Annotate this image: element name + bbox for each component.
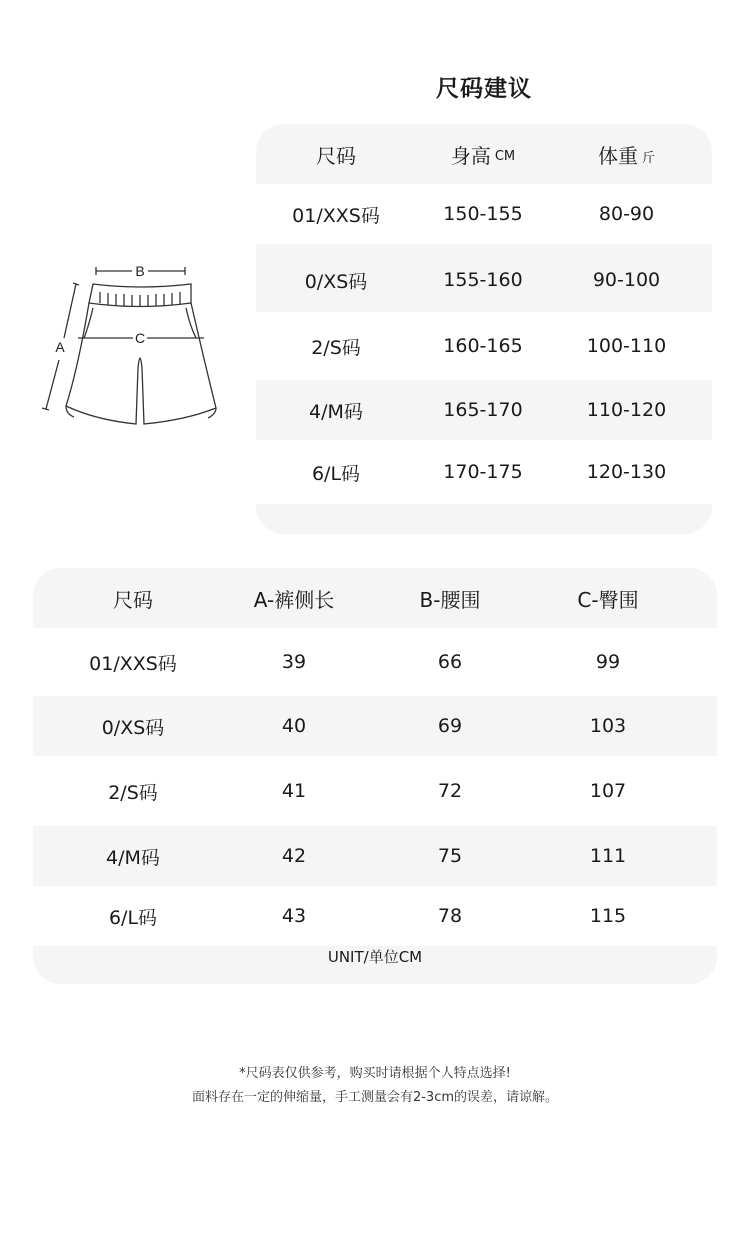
row-size: 0/XS码	[101, 716, 165, 739]
header-size: 尺码	[113, 587, 153, 612]
note-line-1: *尺码表仅供参考，购买时请根据个人特点选择!	[239, 1066, 511, 1081]
row-height: 165-170	[443, 399, 523, 421]
table-row	[256, 184, 712, 244]
row-weight: 120-130	[586, 461, 667, 483]
row-a: 40	[281, 715, 307, 737]
header-size: 尺码	[316, 143, 356, 168]
row-weight: 100-110	[586, 335, 667, 357]
row-height: 170-175	[443, 461, 523, 483]
size-suggestion-table	[256, 124, 712, 534]
table-row	[33, 886, 717, 946]
row-a: 41	[281, 780, 307, 802]
row-size: 2/S码	[311, 336, 361, 359]
header-a: A-裤侧长	[253, 587, 335, 612]
row-height: 150-155	[443, 203, 523, 225]
header-height-unit: CM	[494, 149, 516, 164]
row-height: 160-165	[443, 335, 523, 357]
row-c: 115	[589, 905, 627, 927]
shorts-diagram	[36, 258, 236, 438]
label-a: A	[55, 339, 65, 355]
note-line-2: 面料存在一定的伸缩量，手工测量会有2-3cm的误差，请谅解。	[191, 1090, 559, 1105]
label-c: C	[134, 330, 146, 346]
row-b: 78	[437, 905, 463, 927]
row-b: 66	[437, 651, 463, 673]
size-suggestion-title: 尺码建议	[436, 76, 532, 102]
row-size: 4/M码	[309, 400, 363, 423]
row-size: 6/L码	[311, 462, 361, 485]
table-row	[256, 380, 712, 440]
row-size: 0/XS码	[304, 270, 368, 293]
row-a: 43	[281, 905, 307, 927]
table-row	[33, 756, 717, 826]
row-b: 72	[437, 780, 463, 802]
row-c: 99	[595, 651, 621, 673]
table-row	[33, 696, 717, 756]
row-b: 69	[437, 715, 463, 737]
table-row	[256, 312, 712, 380]
table-header	[33, 568, 717, 628]
row-c: 111	[589, 845, 627, 867]
row-weight: 90-100	[592, 269, 661, 291]
a-measure-line	[64, 284, 76, 338]
table-row	[256, 440, 712, 504]
header-weight-unit: 斤	[641, 151, 655, 166]
label-b: B	[135, 263, 145, 279]
table-row	[33, 628, 717, 696]
row-weight: 110-120	[586, 399, 667, 421]
a-measure-line	[46, 360, 59, 409]
row-c: 107	[589, 780, 627, 802]
header-b: B-腰围	[419, 587, 481, 612]
header-height	[413, 124, 553, 184]
table-row	[33, 826, 717, 886]
unit-label: UNIT/单位CM	[327, 948, 423, 966]
table-header	[256, 124, 712, 184]
row-c: 103	[589, 715, 627, 737]
measurement-table	[33, 568, 717, 984]
header-c: C-臀围	[577, 587, 639, 612]
row-size: 4/M码	[106, 846, 160, 869]
header-weight-label: 体重	[597, 143, 638, 168]
row-height: 155-160	[443, 269, 523, 291]
row-size: 2/S码	[108, 781, 158, 804]
row-a: 39	[281, 651, 307, 673]
shorts-body	[66, 303, 216, 424]
header-weight	[564, 124, 689, 184]
table-row	[256, 250, 712, 310]
header-height-label: 身高	[450, 143, 491, 168]
row-a: 42	[281, 845, 307, 867]
row-b: 75	[437, 845, 463, 867]
row-size: 01/XXS码	[89, 652, 177, 675]
row-size: 01/XXS码	[292, 204, 380, 227]
row-weight: 80-90	[598, 203, 655, 225]
row-size: 6/L码	[108, 906, 158, 929]
